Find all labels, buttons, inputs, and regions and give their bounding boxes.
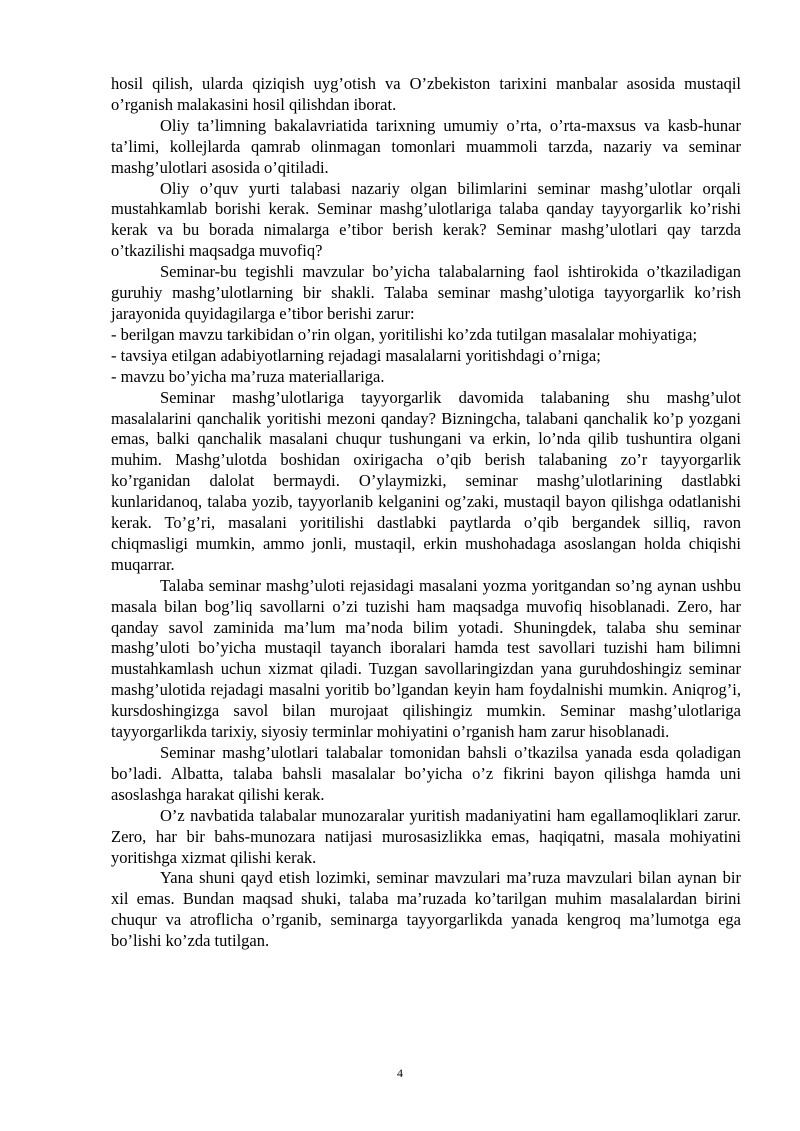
- paragraph-8: O’z navbatida talabalar munozaralar yuritish madaniyatini ham egallamoqliklari zarur. Zero, har bir bahs-munozara natijasi murosasizlikka emas, haqiqatni, masala mohiyatini yoritishga xizmat qilishi kerak.: [111, 805, 741, 867]
- paragraph-1: hosil qilish, ularda qiziqish uyg’otish va O’zbekiston tarixini manbalar asosida mustaqil o’rganish malakasini hosil qilishdan iborat.: [111, 74, 741, 114]
- list-item-1: - berilgan mavzu tarkibidan o’rin olgan, yoritilishi ko’zda tutilgan masalalar mohiyatiga;: [111, 324, 698, 344]
- paragraph-6: Talaba seminar mashg’uloti rejasidagi masalani yozma yoritgandan so’ng aynan ushbu masala bilan bog’liq savollarni o’zi tuzishi ham maqsadga muvofiq hisoblanadi. Zero, har qanday savol zaminida ma’lum ma’noda bilim yotadi. Shuningdek, talaba shu seminar mashg’uloti bo’yicha mustaqil tayanch iboralari hamda test savollari tuzishi ham bilimni mustahkamlash uchun xizmat qiladi. Tuzgan savollaringizdan yana guruhdoshingiz seminar mashg’ulotida rejadagi masalni yoritib bo’lgandan keyin ham foydalnishi mumkin. Aniqrog’i, kursdoshingizga savol bilan murojaat qilishingiz mumkin. Seminar mashg’ulotlariga tayyorgarlikda tarixiy, siyosiy terminlar mohiyatini o’rganish ham zarur hisoblanadi.: [111, 575, 741, 742]
- page-number: 4: [397, 1066, 403, 1080]
- paragraph-2: Oliy ta’limning bakalavriatida tarixning umumiy o’rta, o’rta-maxsus va kasb-hunar ta’limi, kollejlarda qamrab olinmagan tomonlari muammoli tarzda, nazariy va seminar mashg’ulotlari asosida o’qitiladi.: [111, 115, 741, 177]
- paragraph-3: Oliy o’quv yurti talabasi nazariy olgan bilimlarini seminar mashg’ulotlar orqali mustahkamlab borishi kerak. Seminar mashg’ulotlariga talaba qanday tayyorgarlik ko’rishi kerak va bu borada nimalarga e’tibor berish kerak? Seminar mashg’ulotlari qay tarzda o’tkazilishi maqsadga muvofiq?: [111, 178, 741, 261]
- paragraph-4: Seminar-bu tegishli mavzular bo’yicha talabalarning faol ishtirokida o’tkaziladigan guruhiy mashg’ulotlarning bir shakli. Talaba seminar mashg’ulotiga tayyorgarlik ko’rish jarayonida quyidagilarga e’tibor berishi zarur:: [111, 262, 741, 323]
- paragraph-5: Seminar mashg’ulotlariga tayyorgarlik davomida talabaning shu mashg’ulot masalalarini qanchalik yoritishi mezoni qanday? Bizningcha, talabani qanchalik ko’p yozgani emas, balki qanchalik masalani chuqur tushungani va erkin, lo’nda qilib tushuntira olgani muhim. Mashg’ulotda boshidan oxirigacha o’qib berish talabaning zo’r tayyorgarlik ko’rganidan dalolat bermaydi. O’ylaymizki, seminar mashg’ulotlarining dastlabki kunlaridanoq, talaba yozib, tayyorlanib kelganini og’zaki, mustaqil bayon qilishga odatlanishi kerak. To’g’ri, masalani yoritilishi dastlabki paytlarda o’qib bergandek silliq, ravon chiqmasligi mumkin, ammo jonli, mustaqil, erkin mushohadaga asoslangan holda chiqishi muqarrar.: [111, 387, 741, 574]
- paragraph-9: Yana shuni qayd etish lozimki, seminar mavzulari ma’ruza mavzulari bilan aynan bir xil emas. Bundan maqsad shuki, talaba ma’ruzada ko’tarilgan muhim masalalardan birini chuqur va atroflicha o’rganib, seminarga tayyorgarlikda yanada kengroq ma’lumotga ega bo’lishi ko’zda tutilgan.: [111, 868, 741, 951]
- list-item-3: - mavzu bo’yicha ma’ruza materiallariga.: [111, 366, 385, 386]
- paragraph-7: Seminar mashg’ulotlari talabalar tomonidan bahsli o’tkazilsa yanada esda qoladigan bo’ladi. Albatta, talaba bahsli masalalar bo’yicha o’z fikrini bayon qilishga hamda uni asoslashga harakat qilishi kerak.: [111, 743, 741, 804]
- document-body: [111, 74, 741, 952]
- list-item-2: - tavsiya etilgan adabiyotlarning rejadagi masalalarni yoritishdagi o’rniga;: [111, 345, 601, 365]
